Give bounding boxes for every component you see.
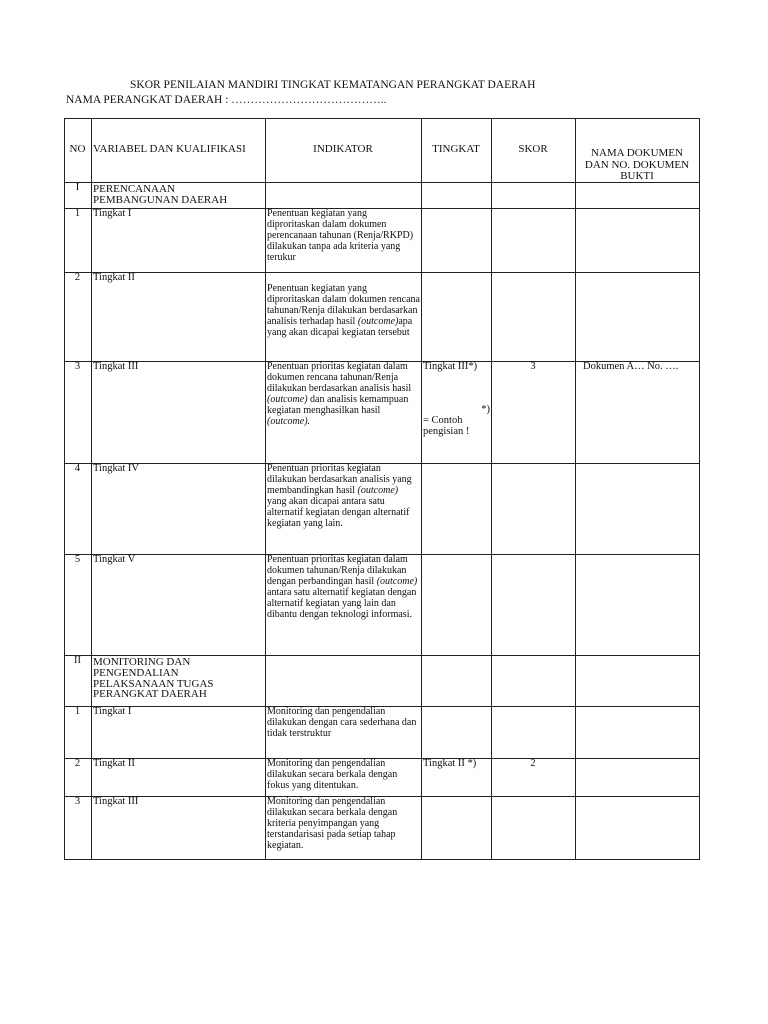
row-number: 3 [74, 361, 81, 372]
document-title: SKOR PENILAIAN MANDIRI TINGKAT KEMATANGAN PERANGKAT DAERAH [130, 79, 536, 91]
header-tingkat: TINGKAT [432, 143, 480, 155]
row-number: II [74, 655, 81, 666]
example-note: = Contoh pengisian ! [423, 415, 470, 437]
row-number: 2 [74, 272, 81, 283]
italic-fragment: (outcome) [376, 575, 418, 587]
row-variabel: Tingkat II [93, 758, 135, 769]
example-mark: *) [481, 404, 490, 415]
text-fragment: antara satu alternatif kegiatan dengan alternatif kegiatan yang lain dan dibantu dengan teknologi informasi. [267, 586, 417, 620]
row-variabel: Tingkat III [93, 361, 139, 372]
row-dokumen: Dokumen A… No. …. [583, 361, 679, 372]
text-fragment: apa yang akan dicapai kegiatan tersebut [267, 315, 413, 338]
row-variabel: Tingkat I [93, 208, 132, 219]
header-skor: SKOR [518, 143, 548, 155]
text-fragment: yang akan dicapai antara satu alternatif kegiatan dengan alternatif kegiatan yang lain. [267, 495, 410, 529]
row-number: 2 [74, 758, 81, 769]
row-skor: 2 [530, 758, 536, 769]
row-indikator [267, 362, 420, 427]
text-fragment: Penentuan prioritas kegiatan dalam dokumen tahunan/Renja dilakukan dengan perbandingan hasil [267, 554, 408, 587]
section-title: PERENCANAAN PEMBANGUNAN DAERAH [93, 183, 228, 206]
row-tingkat: Tingkat III*) [423, 361, 478, 372]
row-indikator: Monitoring dan pengendalian dilakukan secara berkala dengan fokus yang ditentukan. [267, 758, 398, 791]
row-indikator: Penentuan kegiatan yang diproritaskan dalam dokumen perencanaan tahunan (Renja/RKPD) dilakukan tanpa ada kriteria yang terukur [267, 208, 414, 263]
row-variabel: Tingkat II [93, 272, 135, 283]
row-tingkat: Tingkat II *) [423, 758, 477, 769]
row-variabel: Tingkat III [93, 796, 139, 807]
row-number: 5 [74, 554, 81, 565]
row-skor: 3 [530, 361, 536, 372]
text-fragment: dan analisis kemampuan kegiatan menghasilkan hasil [267, 393, 409, 416]
section-title: MONITORING DAN PENGENDALIAN PELAKSANAAN TUGAS PERANGKAT DAERAH [93, 656, 214, 701]
header-variabel: VARIABEL DAN KUALIFIKASI [93, 143, 246, 155]
text-fragment: Penentuan prioritas kegiatan dilakukan berdasarkan analisis yang membandingkan hasil [267, 463, 412, 496]
text-fragment: Penentuan prioritas kegiatan dalam dokumen rencana tahunan/Renja dilakukan berdasarkan analisis hasil [267, 361, 412, 394]
row-number: 4 [74, 463, 81, 474]
row-variabel: Tingkat I [93, 706, 132, 717]
row-number: 1 [74, 208, 81, 219]
row-indikator: Monitoring dan pengendalian dilakukan secara berkala dengan kriteria penyimpangan yang terstandarisasi pada setiap tahap kegiatan. [267, 796, 398, 851]
italic-fragment: (outcome) [357, 315, 399, 327]
row-indikator [267, 555, 420, 620]
row-indikator: Monitoring dan pengendalian dilakukan dengan cara sederhana dan tidak terstruktur [267, 706, 417, 739]
row-number: 3 [74, 796, 81, 807]
row-variabel: Tingkat V [93, 554, 136, 565]
header-dokumen: NAMA DOKUMEN DAN NO. DOKUMEN BUKTI [584, 147, 690, 182]
header-no: NO [69, 143, 86, 155]
row-number: I [75, 182, 80, 193]
row-indikator [267, 284, 420, 339]
italic-fragment: (outcome) [267, 393, 308, 405]
italic-fragment: (outcome) [357, 484, 399, 496]
header-indikator: INDIKATOR [313, 143, 373, 155]
perangkat-daerah-label: NAMA PERANGKAT DAERAH : ………………………………….. [66, 94, 387, 106]
row-variabel: Tingkat IV [93, 463, 139, 474]
italic-fragment: (outcome). [267, 415, 311, 427]
row-number: 1 [74, 706, 81, 717]
row-indikator [267, 464, 420, 529]
text-fragment: Penentuan kegiatan yang diproritaskan dalam dokumen rencana tahunan/Renja dilakukan berdasarkan analisis terhadap hasil [267, 283, 420, 327]
assessment-table [64, 118, 700, 860]
